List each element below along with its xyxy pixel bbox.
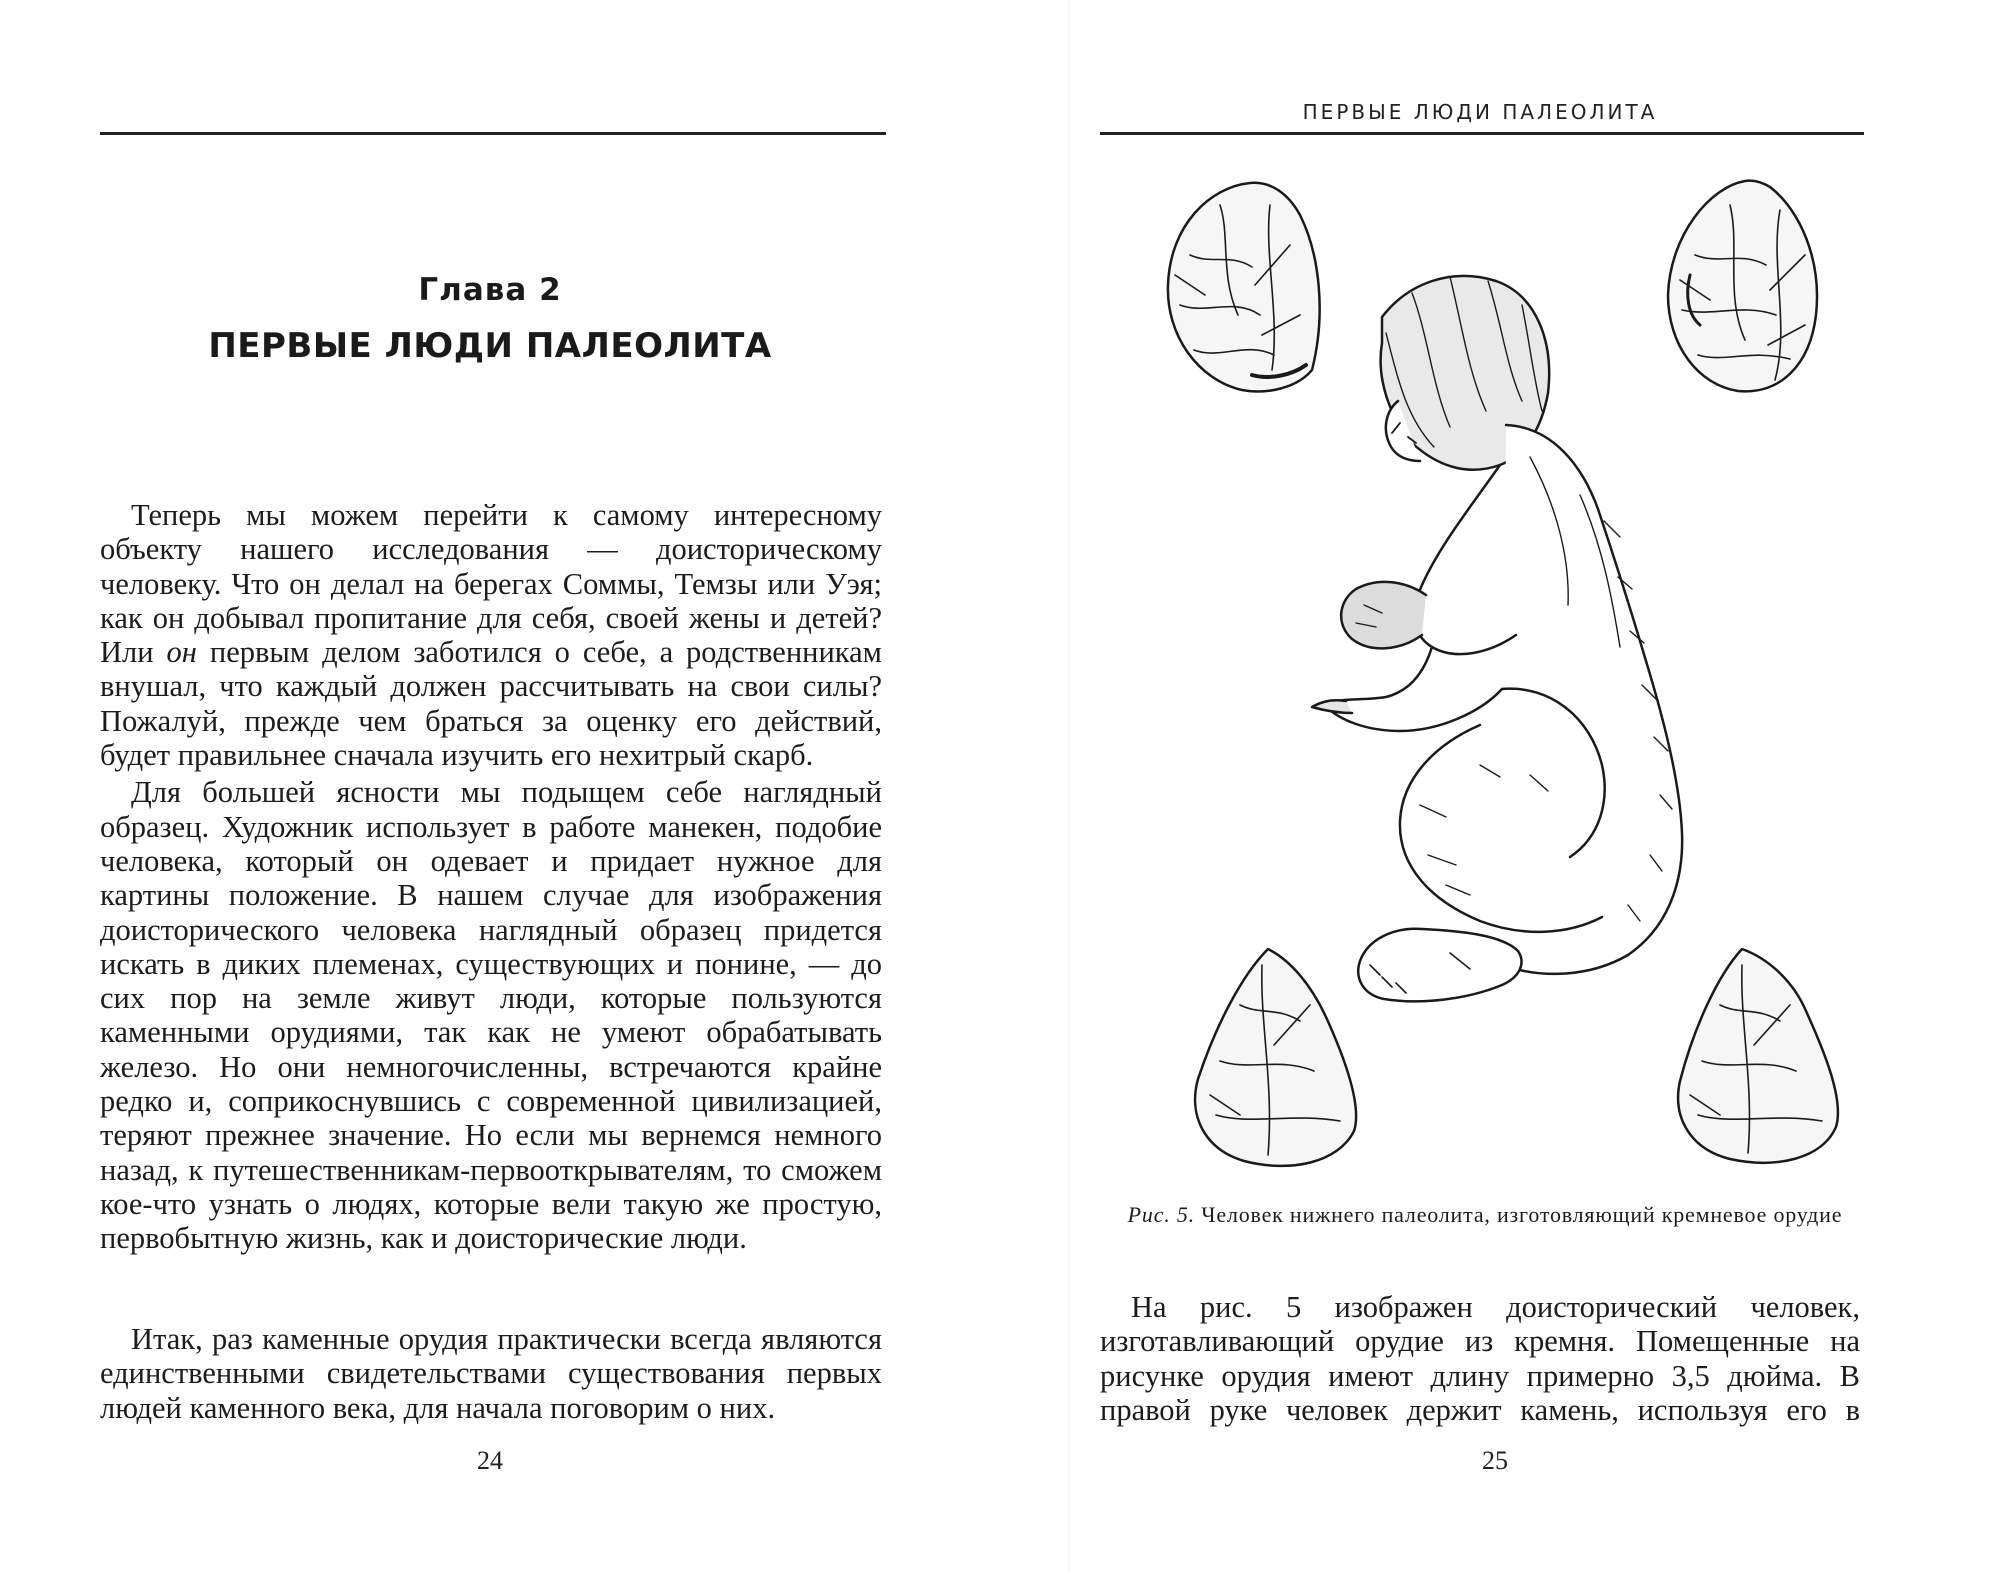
- page-number-right: 25: [1482, 1446, 1508, 1475]
- paragraph-model: Для большей ясности мы подыщем себе наглядный образец. Художник использует в работе манекен, подобие человека, который он одевает и придает нужное для картины положение. В нашем случае для изображения доисторического человека наглядный образец придется искать в диких племенах, существующих и понине, — до сих пор на земле живут люди, которые пользуются каменными орудиями, так как не умеют обрабатывать железо. Но они немногочисленны, встречаются крайне редко и, соприкоснувшись с современной цивилизацией, теряют прежнее значение. Но если мы вернемся немного назад, к путешественникам-первооткрывателям, то сможем кое-что узнать о людях, которые вели такую же простую, первобытную жизнь, как и доисторические люди.: [100, 775, 882, 1256]
- crouching-figure: [1312, 276, 1682, 1001]
- text-block-figure-description: [1100, 1290, 1860, 1427]
- header-rule-right: [1100, 132, 1864, 135]
- chapter-title: ПЕРВЫЕ ЛЮДИ ПАЛЕОЛИТА: [208, 326, 772, 366]
- figure-caption: [1100, 1200, 1870, 1230]
- figure-illustration: [1150, 165, 1870, 1195]
- text-block-conclusion: [100, 1322, 882, 1425]
- figure-caption-text: Человек нижнего палеолита, изготовляющий кремневое орудие: [1194, 1202, 1843, 1227]
- flint-handaxe-top-right: [1668, 181, 1817, 392]
- figure-drawing: [1150, 165, 1870, 1195]
- paragraph-conclusion: Итак, раз каменные орудия практически всегда являются единственными свидетельствами существования первых людей каменного века, для начала поговорим о них.: [100, 1322, 882, 1425]
- paragraph-figure-description: На рис. 5 изображен доисторический человек, изготавливающий орудие из кремня. Помещенные на рисунке орудия имеют длину примерно 3,5 дюйма. В правой руке человек держит камень, используя его в: [1100, 1290, 1860, 1427]
- running-head: ПЕРВЫЕ ЛЮДИ ПАЛЕОЛИТА: [1302, 100, 1658, 124]
- flint-point-bottom-right: [1678, 949, 1838, 1163]
- flint-point-bottom-left: [1195, 949, 1356, 1166]
- paragraph-intro-emphasis: он: [166, 635, 197, 670]
- text-block-intro: [100, 498, 882, 1256]
- chapter-label: Глава 2: [418, 272, 562, 308]
- paragraph-intro: [100, 498, 882, 772]
- figure-caption-ref: Рис. 5.: [1127, 1202, 1195, 1227]
- paragraph-intro-text-b: первым делом заботился о себе, а родственникам внушал, что каждый должен рассчитывать на свои силы? Пожалуй, прежде чем браться за оценку его действий, будет правильнее сначала изучить его нехитрый скарб.: [100, 635, 882, 773]
- flint-handaxe-top-left: [1168, 183, 1320, 392]
- paragraph-intro-text-a: Теперь мы можем перейти к самому интересному объекту нашего исследования — доисторическому человеку. Что он делал на берегах Соммы, Темзы или Уэя; как он добывал пропитание для себя, своей жены и детей? Или: [100, 498, 882, 670]
- header-rule-left: [100, 132, 886, 135]
- page-number-left: 24: [477, 1446, 503, 1475]
